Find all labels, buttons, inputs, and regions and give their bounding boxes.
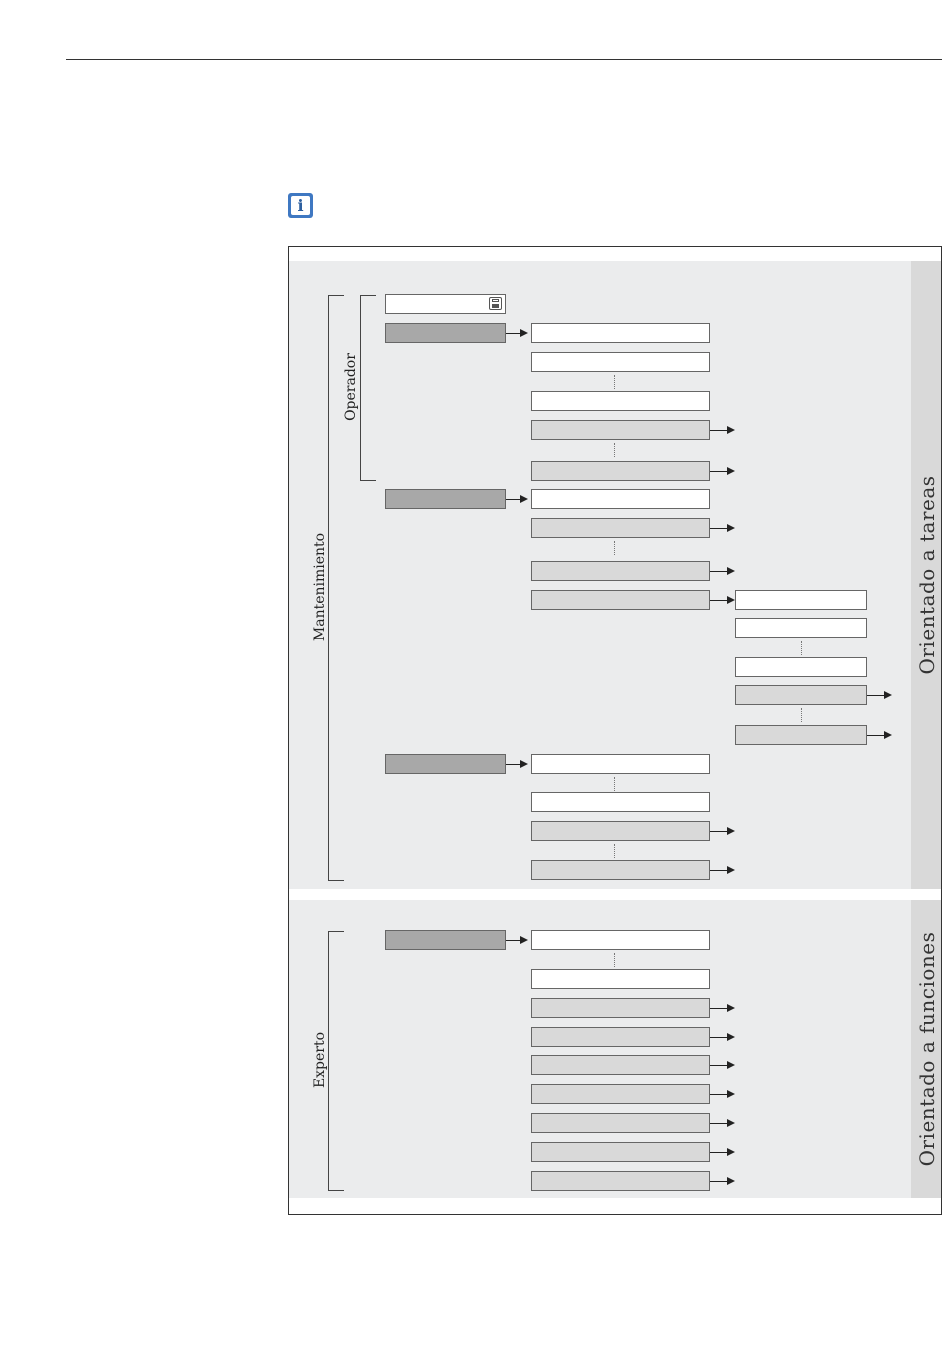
diagnostics-menu-box[interactable] bbox=[385, 754, 506, 774]
submenu-arrow-head bbox=[727, 827, 735, 835]
diagnostics-parameter-box[interactable] bbox=[531, 792, 710, 812]
nested-arrow-head bbox=[884, 731, 892, 739]
continuation-dots bbox=[801, 708, 803, 722]
nested-arrow bbox=[867, 695, 885, 696]
operation-menu-box[interactable] bbox=[385, 323, 506, 343]
submenu-arrow bbox=[710, 1123, 728, 1124]
expert-submenu-box[interactable] bbox=[531, 1055, 710, 1075]
submenu-arrow bbox=[710, 1065, 728, 1066]
info-icon bbox=[288, 193, 313, 218]
expert-submenu-box[interactable] bbox=[531, 1027, 710, 1047]
expert-parameter-box[interactable] bbox=[531, 930, 710, 950]
function-oriented-strip bbox=[911, 900, 941, 1198]
save-icon bbox=[489, 297, 502, 310]
setup-submenu-box[interactable] bbox=[531, 561, 710, 581]
submenu-arrow bbox=[710, 870, 728, 871]
expert-menu-box[interactable] bbox=[385, 930, 506, 950]
expert-submenu-box[interactable] bbox=[531, 1142, 710, 1162]
submenu-arrow bbox=[710, 471, 728, 472]
nested-arrow bbox=[867, 735, 885, 736]
arrow-setup-head bbox=[520, 495, 528, 503]
submenu-arrow-head bbox=[727, 1004, 735, 1012]
diagnostics-submenu-box[interactable] bbox=[531, 821, 710, 841]
operation-submenu-box[interactable] bbox=[531, 461, 710, 481]
task-oriented-strip bbox=[911, 261, 941, 889]
submenu-arrow-head bbox=[727, 866, 735, 874]
submenu-arrow bbox=[710, 1037, 728, 1038]
submenu-arrow bbox=[710, 528, 728, 529]
continuation-dots bbox=[614, 443, 616, 457]
continuation-dots bbox=[614, 777, 616, 791]
operation-parameter-box[interactable] bbox=[531, 391, 710, 411]
arrow-expert-head bbox=[520, 936, 528, 944]
submenu-arrow bbox=[710, 571, 728, 572]
continuation-dots bbox=[614, 953, 616, 967]
operator-role-label: Operador bbox=[343, 353, 359, 421]
expert-role-label: Experto bbox=[312, 1031, 328, 1089]
setup-submenu-box[interactable] bbox=[531, 518, 710, 538]
submenu-arrow-head bbox=[727, 1119, 735, 1127]
submenu-arrow-head bbox=[727, 1177, 735, 1185]
submenu-arrow-head bbox=[727, 596, 735, 604]
submenu-arrow bbox=[710, 1008, 728, 1009]
language-parameter-box[interactable] bbox=[385, 294, 506, 314]
nested-submenu-box[interactable] bbox=[735, 685, 867, 705]
nested-parameter-box[interactable] bbox=[735, 657, 867, 677]
operator-bracket-top bbox=[360, 295, 376, 296]
diagnostics-submenu-box[interactable] bbox=[531, 860, 710, 880]
nested-submenu-box[interactable] bbox=[735, 725, 867, 745]
operation-parameter-box[interactable] bbox=[531, 352, 710, 372]
maintenance-bracket-top bbox=[328, 295, 344, 296]
expert-submenu-box[interactable] bbox=[531, 1084, 710, 1104]
submenu-arrow-head bbox=[727, 567, 735, 575]
info-icon-glyph: i bbox=[291, 196, 310, 215]
task-oriented-label: Orientado a tareas bbox=[915, 475, 939, 675]
function-oriented-label: Orientado a funciones bbox=[915, 931, 939, 1167]
setup-parameter-box[interactable] bbox=[531, 489, 710, 509]
submenu-arrow bbox=[710, 1152, 728, 1153]
continuation-dots bbox=[614, 375, 616, 389]
expert-parameter-box[interactable] bbox=[531, 969, 710, 989]
setup-menu-box[interactable] bbox=[385, 489, 506, 509]
setup-submenu-box[interactable] bbox=[531, 590, 710, 610]
submenu-arrow bbox=[710, 430, 728, 431]
submenu-arrow bbox=[710, 1181, 728, 1182]
continuation-dots bbox=[614, 541, 616, 555]
expert-bracket bbox=[328, 931, 329, 1191]
submenu-arrow bbox=[710, 831, 728, 832]
arrow-diagnostics-head bbox=[520, 760, 528, 768]
submenu-arrow bbox=[710, 1094, 728, 1095]
maintenance-bracket bbox=[328, 295, 329, 881]
expert-bracket-bottom bbox=[328, 1190, 344, 1191]
nested-parameter-box[interactable] bbox=[735, 618, 867, 638]
continuation-dots bbox=[614, 844, 616, 858]
expert-bracket-top bbox=[328, 931, 344, 932]
arrow-operation-head bbox=[520, 329, 528, 337]
maintenance-bracket-bottom bbox=[328, 880, 344, 881]
nested-parameter-box[interactable] bbox=[735, 590, 867, 610]
expert-submenu-box[interactable] bbox=[531, 1171, 710, 1191]
submenu-arrow-head bbox=[727, 1061, 735, 1069]
submenu-arrow-head bbox=[727, 1090, 735, 1098]
submenu-arrow-head bbox=[727, 426, 735, 434]
submenu-arrow-head bbox=[727, 1033, 735, 1041]
header-rule bbox=[66, 59, 942, 60]
submenu-arrow-head bbox=[727, 1148, 735, 1156]
operator-bracket-bottom bbox=[360, 480, 376, 481]
submenu-arrow-head bbox=[727, 524, 735, 532]
expert-submenu-box[interactable] bbox=[531, 998, 710, 1018]
operator-bracket bbox=[360, 295, 361, 481]
operation-parameter-box[interactable] bbox=[531, 323, 710, 343]
continuation-dots bbox=[801, 641, 803, 655]
maintenance-role-label: Mantenimiento bbox=[312, 532, 328, 642]
nested-arrow-head bbox=[884, 691, 892, 699]
submenu-arrow-head bbox=[727, 467, 735, 475]
diagnostics-parameter-box[interactable] bbox=[531, 754, 710, 774]
expert-submenu-box[interactable] bbox=[531, 1113, 710, 1133]
submenu-arrow bbox=[710, 600, 728, 601]
operation-submenu-box[interactable] bbox=[531, 420, 710, 440]
